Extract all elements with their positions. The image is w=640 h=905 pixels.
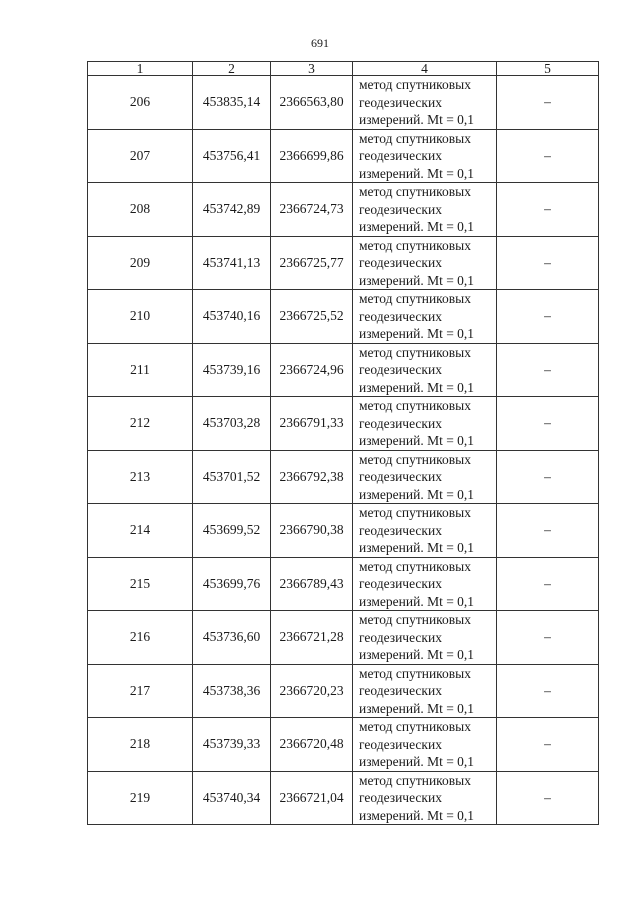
- y-coordinate-cell: 2366720,23: [271, 664, 353, 718]
- method-text-line: измерений. Mt = 0,1: [359, 379, 475, 395]
- note-cell: –: [497, 611, 599, 665]
- point-number-cell: 207: [88, 129, 193, 183]
- method-text-line: геодезических: [359, 308, 442, 324]
- method-text-line: измерений. Mt = 0,1: [359, 700, 475, 716]
- y-coordinate-cell: 2366790,38: [271, 504, 353, 558]
- method-cell: [353, 76, 497, 130]
- x-coordinate-cell: 453736,60: [193, 611, 271, 665]
- method-text-line: геодезических: [359, 629, 442, 645]
- x-coordinate-cell: 453739,33: [193, 718, 271, 772]
- header-cell: 2: [193, 62, 271, 76]
- method-text-line: метод спутниковых: [359, 130, 471, 146]
- method-text-line: измерений. Mt = 0,1: [359, 433, 475, 448]
- x-coordinate-cell: 453741,13: [193, 236, 271, 290]
- method-text-line: геодезических: [359, 469, 442, 484]
- table-row: [88, 664, 599, 718]
- point-number-cell: 217: [88, 664, 193, 718]
- method-text-line: метод спутниковых: [359, 451, 471, 467]
- x-coordinate-cell: 453703,28: [193, 397, 271, 451]
- method-cell: [353, 557, 497, 611]
- table-row: [88, 129, 599, 183]
- coordinates-table: [87, 61, 599, 825]
- method-cell: [353, 236, 497, 290]
- table-row: [88, 343, 599, 397]
- header-cell: 4: [353, 62, 497, 76]
- method-text-line: метод спутниковых: [359, 398, 471, 413]
- table-row: [88, 504, 599, 558]
- method-text-line: измерений. Mt = 0,1: [359, 219, 475, 234]
- y-coordinate-cell: 2366724,73: [271, 183, 353, 237]
- method-text-line: измерений. Mt = 0,1: [359, 326, 475, 341]
- x-coordinate-cell: 453756,41: [193, 129, 271, 183]
- note-cell: –: [497, 76, 599, 130]
- method-cell: [353, 129, 497, 183]
- point-number-cell: 215: [88, 557, 193, 611]
- method-text-line: геодезических: [359, 415, 442, 431]
- note-cell: –: [497, 504, 599, 558]
- y-coordinate-cell: 2366720,48: [271, 718, 353, 772]
- method-text-line: геодезических: [359, 790, 442, 805]
- note-cell: –: [497, 450, 599, 504]
- method-text-line: метод спутниковых: [359, 77, 471, 92]
- header-cell: 1: [88, 62, 193, 76]
- method-cell: [353, 718, 497, 772]
- method-text-line: геодезических: [359, 255, 442, 270]
- method-cell: [353, 611, 497, 665]
- point-number-cell: 208: [88, 183, 193, 237]
- method-text-line: геодезических: [359, 94, 442, 110]
- method-cell: [353, 450, 497, 504]
- table-row: [88, 718, 599, 772]
- y-coordinate-cell: 2366699,86: [271, 129, 353, 183]
- point-number-cell: 209: [88, 236, 193, 290]
- method-text-line: измерений. Mt = 0,1: [359, 486, 475, 502]
- method-cell: [353, 504, 497, 558]
- point-number-cell: 213: [88, 450, 193, 504]
- note-cell: –: [497, 397, 599, 451]
- y-coordinate-cell: 2366792,38: [271, 450, 353, 504]
- point-number-cell: 219: [88, 771, 193, 825]
- method-text-line: метод спутниковых: [359, 237, 471, 253]
- point-number-cell: 210: [88, 290, 193, 344]
- note-cell: –: [497, 236, 599, 290]
- method-text-line: геодезических: [359, 683, 442, 698]
- table-row: [88, 557, 599, 611]
- method-text-line: геодезических: [359, 148, 442, 163]
- table-row: [88, 183, 599, 237]
- y-coordinate-cell: 2366563,80: [271, 76, 353, 130]
- point-number-cell: 211: [88, 343, 193, 397]
- note-cell: –: [497, 718, 599, 772]
- point-number-cell: 212: [88, 397, 193, 451]
- method-text-line: метод спутниковых: [359, 558, 471, 574]
- method-text-line: измерений. Mt = 0,1: [359, 165, 475, 181]
- y-coordinate-cell: 2366724,96: [271, 343, 353, 397]
- y-coordinate-cell: 2366791,33: [271, 397, 353, 451]
- x-coordinate-cell: 453699,76: [193, 557, 271, 611]
- method-text-line: метод спутниковых: [359, 344, 471, 360]
- method-cell: [353, 290, 497, 344]
- note-cell: –: [497, 664, 599, 718]
- method-cell: [353, 397, 497, 451]
- note-cell: –: [497, 129, 599, 183]
- method-cell: [353, 664, 497, 718]
- method-text-line: измерений. Mt = 0,1: [359, 112, 475, 127]
- method-text-line: измерений. Mt = 0,1: [359, 647, 475, 662]
- x-coordinate-cell: 453739,16: [193, 343, 271, 397]
- method-text-line: измерений. Mt = 0,1: [359, 593, 475, 609]
- point-number-cell: 214: [88, 504, 193, 558]
- method-text-line: измерений. Mt = 0,1: [359, 754, 475, 769]
- header-cell: 5: [497, 62, 599, 76]
- note-cell: –: [497, 343, 599, 397]
- table-row: [88, 290, 599, 344]
- page-number: 691: [311, 36, 329, 50]
- x-coordinate-cell: 453835,14: [193, 76, 271, 130]
- table-row: [88, 397, 599, 451]
- method-text-line: метод спутниковых: [359, 291, 471, 306]
- point-number-cell: 216: [88, 611, 193, 665]
- table-row: [88, 771, 599, 825]
- y-coordinate-cell: 2366721,28: [271, 611, 353, 665]
- method-text-line: геодезических: [359, 576, 442, 591]
- header-cell: 3: [271, 62, 353, 76]
- method-text-line: геодезических: [359, 736, 442, 752]
- method-text-line: метод спутниковых: [359, 665, 471, 681]
- note-cell: –: [497, 290, 599, 344]
- method-text-line: метод спутниковых: [359, 505, 471, 520]
- y-coordinate-cell: 2366789,43: [271, 557, 353, 611]
- point-number-cell: 206: [88, 76, 193, 130]
- y-coordinate-cell: 2366725,52: [271, 290, 353, 344]
- method-text-line: измерений. Mt = 0,1: [359, 540, 475, 555]
- method-text-line: метод спутниковых: [359, 719, 471, 734]
- note-cell: –: [497, 183, 599, 237]
- header-row: [88, 62, 599, 76]
- y-coordinate-cell: 2366721,04: [271, 771, 353, 825]
- method-text-line: метод спутниковых: [359, 184, 471, 199]
- note-cell: –: [497, 557, 599, 611]
- method-text-line: метод спутниковых: [359, 772, 471, 788]
- x-coordinate-cell: 453742,89: [193, 183, 271, 237]
- x-coordinate-cell: 453740,34: [193, 771, 271, 825]
- table-row: [88, 611, 599, 665]
- method-cell: [353, 771, 497, 825]
- method-text-line: измерений. Mt = 0,1: [359, 807, 475, 823]
- method-cell: [353, 183, 497, 237]
- note-cell: –: [497, 771, 599, 825]
- method-cell: [353, 343, 497, 397]
- method-text-line: геодезических: [359, 362, 442, 377]
- point-number-cell: 218: [88, 718, 193, 772]
- table-body: [88, 62, 599, 825]
- table-row: [88, 450, 599, 504]
- method-text-line: геодезических: [359, 201, 442, 217]
- table-row: [88, 76, 599, 130]
- method-text-line: геодезических: [359, 522, 442, 538]
- y-coordinate-cell: 2366725,77: [271, 236, 353, 290]
- method-text-line: метод спутниковых: [359, 612, 471, 627]
- table-row: [88, 236, 599, 290]
- x-coordinate-cell: 453740,16: [193, 290, 271, 344]
- x-coordinate-cell: 453738,36: [193, 664, 271, 718]
- x-coordinate-cell: 453701,52: [193, 450, 271, 504]
- method-text-line: измерений. Mt = 0,1: [359, 272, 475, 288]
- x-coordinate-cell: 453699,52: [193, 504, 271, 558]
